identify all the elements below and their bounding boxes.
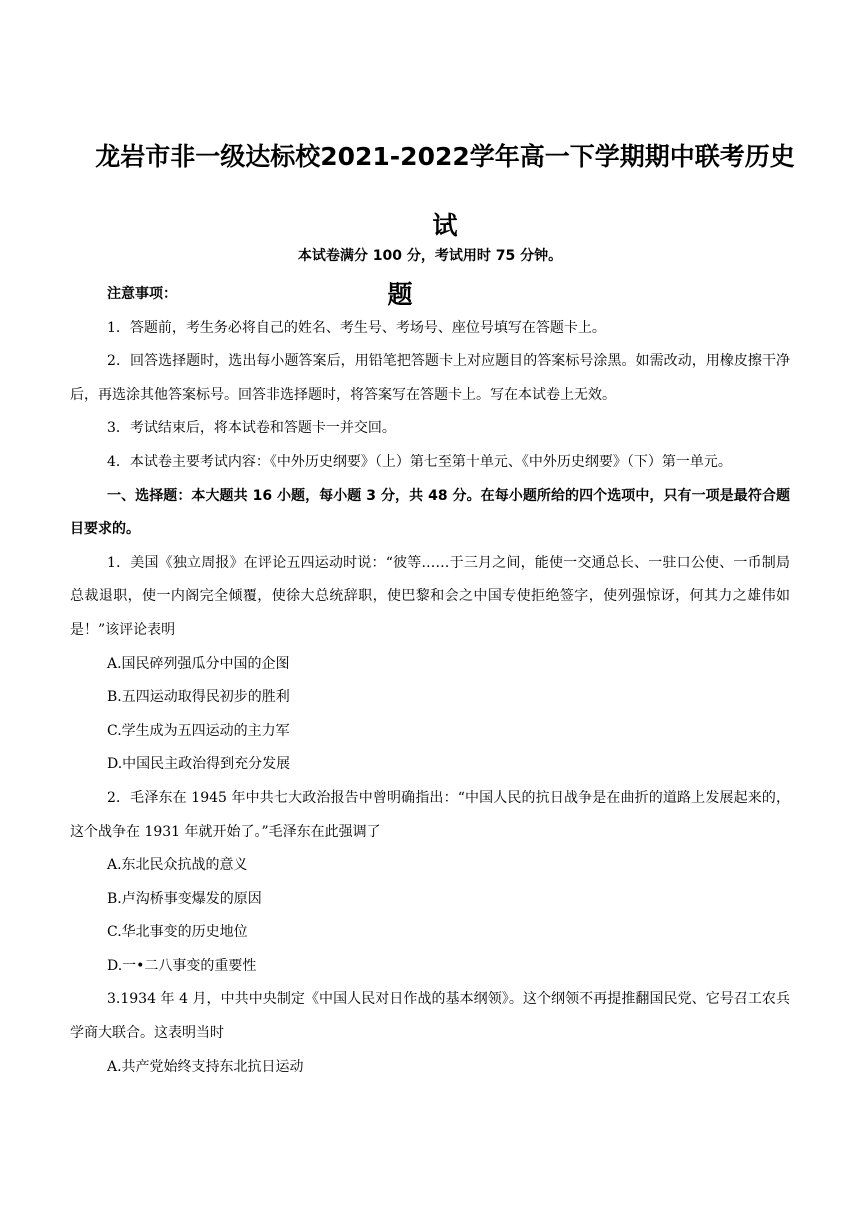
note-item-3: 3．考试结束后，将本试卷和答题卡一并交回。 [107,420,396,437]
section-heading: 一、选择题：本大题共 16 小题，每小题 3 分，共 48 分。在每小题所给的四个选项中，只有一项是最符合题目要求的。 [70,487,790,538]
note-item-1: 1．答题前，考生务必将自己的姓名、考生号、考场号、座位号填写在答题卡上。 [107,319,606,336]
question-2-option-d: D.一•二八事变的重要性 [107,957,257,974]
question-1-option-b: B.五四运动取得民初步的胜利 [107,689,290,706]
question-2-option-b: B.卢沟桥事变爆发的原因 [107,890,262,907]
notes-heading: 注意事项： [107,286,177,302]
question-1-stem: 1．美国《独立周报》在评论五四运动时说：“彼等……于三月之间，能使一交通总长、一驻口公使、一币制局总裁退职，使一内阁完全倾覆，使徐大总统辞职，使巴黎和会之中国专使拒绝签字，使列强惊讶，何其力之雄伟如是！”该评论表明 [70,554,790,638]
note-item-4: 4．本试卷主要考试内容：《中外历史纲要》（上）第七至第十单元、《中外历史纲要》（下）第一单元。 [107,453,732,470]
question-1-option-c: C.学生成为五四运动的主力军 [107,722,290,739]
title-line-1: 龙岩市非一级达标校2021-2022学年高一下学期期中联考历史试 [95,142,795,240]
question-2-stem: 2．毛泽东在 1945 年中共七大政治报告中曾明确指出：“中国人民的抗日战争是在曲折的道路上发展起来的，这个战争在 1931 年就开始了。”毛泽东在此强调了 [70,789,790,840]
document-body [70,278,790,1084]
question-2-option-a: A.东北民众抗战的意义 [107,857,248,874]
question-1-option-d: D.中国民主政治得到充分发展 [107,756,291,773]
question-1-option-a: A.国民碎列强瓜分中国的企图 [107,655,290,672]
exam-subtitle: 本试卷满分 100 分，考试用时 75 分钟。 [297,248,563,264]
question-3-option-a: A.共产党始终支持东北抗日运动 [107,1058,304,1075]
title-line-2: 题 [387,280,413,309]
question-2-option-c: C.华北事变的历史地位 [107,924,248,941]
note-item-2: 2．回答选择题时，选出每小题答案后，用铅笔把答题卡上对应题目的答案标号涂黑。如需改动，用橡皮擦干净后，再选涂其他答案标号。回答非选择题时，将答案写在答题卡上。写在本试卷上无效。 [70,353,790,403]
question-3-stem: 3.1934 年 4 月，中共中央制定《中国人民对日作战的基本纲领》。这个纲领不再提推翻国民党、它号召工农兵学商大联合。这表明当时 [70,991,790,1042]
